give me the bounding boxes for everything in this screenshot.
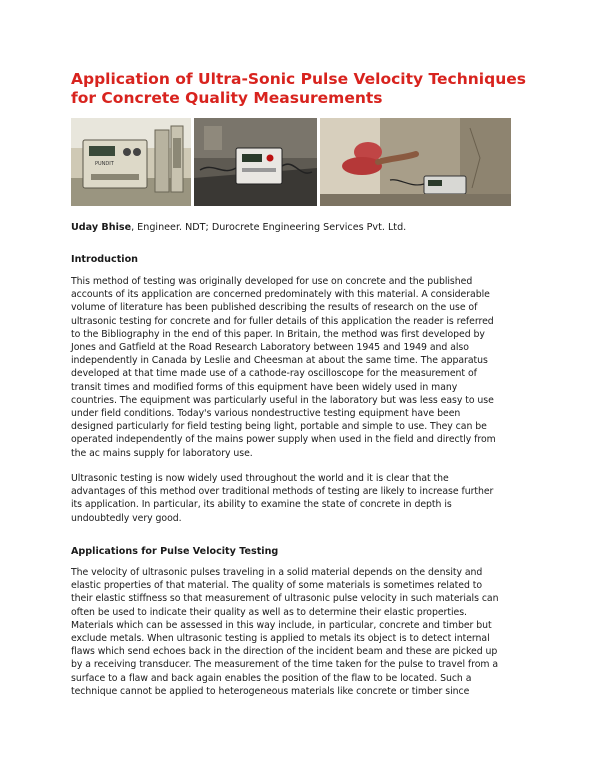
- text-line: its application. In particular, its ability to examine the state of concrete in depth is: [71, 499, 452, 511]
- paragraph-introduction-2: [71, 472, 533, 525]
- text-line: independently in Canada by Leslie and Cheesman at about the same time. The apparatus: [71, 355, 488, 367]
- heading-applications: Applications for Pulse Velocity Testing: [71, 546, 279, 557]
- text-line: Ultrasonic testing is now widely used throughout the world and it is clear that the: [71, 473, 449, 484]
- pundit-device-label: PUNDIT: [95, 161, 114, 167]
- photo-portable-tester: [194, 118, 317, 206]
- text-line: elastic properties of that material. The quality of some materials is sometimes related to: [71, 580, 483, 592]
- photo-pundit-instrument: [71, 118, 191, 206]
- text-line: undoubtedly very good.: [71, 512, 182, 524]
- title-line-1: Application of Ultra-Sonic Pulse Velocity Techniques: [71, 70, 526, 88]
- text-line: flaws which send echoes back in the direction of the incident beam and these are picked up: [71, 646, 498, 658]
- text-line: volume of literature has been published describing the results of research on the use of: [71, 302, 478, 314]
- text-line: designed particularly for field testing being light, portable and simple to use. They can be: [71, 421, 487, 433]
- text-line: accounts of its application are concerned predominately with this material. A considerable: [71, 289, 490, 301]
- author-line: [71, 222, 541, 234]
- text-line: The velocity of ultrasonic pulses traveling in a solid material depends on the density and: [71, 567, 483, 578]
- text-line: often be used to indicate their quality as well as to determine their elastic properties.: [71, 606, 467, 618]
- text-line: Jones and Gatfield at the Road Research Laboratory between 1945 and 1949 and also: [71, 342, 469, 354]
- text-line: advantages of this method over traditional methods of testing are likely to increase further: [71, 486, 494, 498]
- title-line-2: for Concrete Quality Measurements: [71, 89, 383, 107]
- text-line: surface to a flaw and back again enables the position of the flaw to be located. Such a: [71, 672, 472, 684]
- text-line: developed at that time made use of a cathode-ray oscilloscope for the measurement of: [71, 368, 477, 380]
- text-line: the ac mains supply for laboratory use.: [71, 447, 253, 459]
- text-line: under field conditions. Today's various nondestructive testing equipment have been: [71, 408, 461, 420]
- text-line: by a receiving transducer. The measurement of the time taken for the pulse to travel from a: [71, 659, 499, 671]
- text-line: exclude metals. When ultrasonic testing is applied to metals its object is to detect internal: [71, 633, 490, 645]
- text-line: Materials which can be assessed in this way include, in particular, concrete and timber but: [71, 619, 492, 631]
- text-line: their elastic stiffness so that measurement of ultrasonic pulse velocity in such materials can: [71, 593, 499, 605]
- photo-site-testing: [320, 118, 511, 206]
- text-line: countries. The equipment was particularly useful in the laboratory but was less easy to use: [71, 394, 494, 406]
- text-line: transit times and modified forms of this equipment have been widely used in many: [71, 381, 458, 393]
- text-line: to the Bibliography in the end of this paper. In Britain, the method was first developed by: [71, 328, 485, 340]
- text-line: ultrasonic testing for concrete and for fuller details of this application the reader is referred: [71, 315, 494, 327]
- heading-introduction: Introduction: [71, 254, 138, 265]
- paragraph-introduction-1: [71, 275, 533, 460]
- document-title: [71, 70, 541, 108]
- text-line: operated independently of the mains power supply when used in the field and directly from: [71, 434, 496, 446]
- author-name: Uday Bhise: [71, 222, 132, 233]
- text-line: This method of testing was originally developed for use on concrete and the published: [71, 276, 473, 287]
- photo-strip: [71, 118, 511, 206]
- author-affiliation: , Engineer. NDT; Durocrete Engineering Services Pvt. Ltd.: [131, 222, 407, 233]
- paragraph-applications: [71, 566, 533, 698]
- text-line: technique cannot be applied to heterogeneous materials like concrete or timber since: [71, 685, 470, 697]
